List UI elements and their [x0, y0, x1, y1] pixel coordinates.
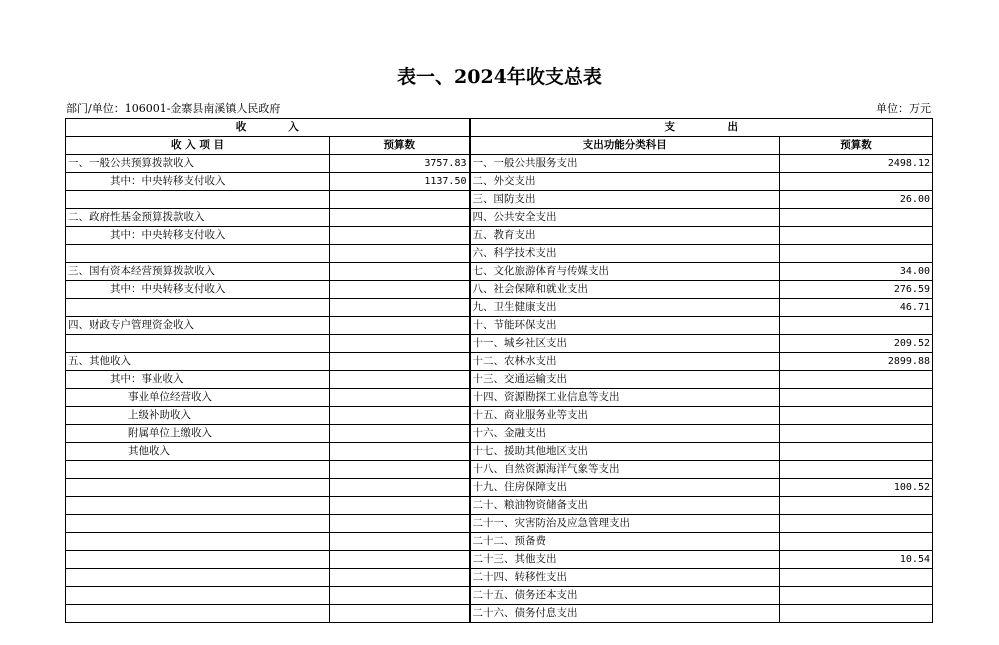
income-item-cell — [66, 569, 330, 587]
expense-item-cell: 三、国防支出 — [470, 191, 780, 209]
table-row — [66, 173, 933, 191]
income-amount-cell — [330, 317, 470, 335]
expense-amount-cell — [780, 389, 933, 407]
table-row — [66, 569, 933, 587]
income-item-cell: 一、一般公共预算拨款收入 — [66, 155, 330, 173]
expense-amount-cell — [780, 227, 933, 245]
table-row — [66, 335, 933, 353]
expense-amount-cell — [780, 443, 933, 461]
income-amount-cell — [330, 569, 470, 587]
expense-amount-cell — [780, 587, 933, 605]
income-amount-cell — [330, 389, 470, 407]
income-item-cell: 其中：中央转移支付收入 — [66, 281, 330, 299]
income-amount-cell — [330, 461, 470, 479]
expense-amount-cell — [780, 461, 933, 479]
table-row — [66, 245, 933, 263]
expense-item-cell: 十八、自然资源海洋气象等支出 — [470, 461, 780, 479]
table-row — [66, 533, 933, 551]
expense-item-cell: 二十一、灾害防治及应急管理支出 — [470, 515, 780, 533]
expense-amount-cell — [780, 533, 933, 551]
table-row — [66, 407, 933, 425]
group-header-row — [66, 119, 933, 137]
income-amount-cell — [330, 533, 470, 551]
table-row — [66, 605, 933, 623]
expense-item-cell: 九、卫生健康支出 — [470, 299, 780, 317]
expense-amount-cell: 2899.88 — [780, 353, 933, 371]
income-item-cell: 上级补助收入 — [66, 407, 330, 425]
expense-item-cell: 十四、资源勘探工业信息等支出 — [470, 389, 780, 407]
income-amount-cell — [330, 497, 470, 515]
table-row — [66, 479, 933, 497]
income-amount-cell: 1137.50 — [330, 173, 470, 191]
expense-item-cell: 二十五、债务还本支出 — [470, 587, 780, 605]
expense-item-cell: 二十三、其他支出 — [470, 551, 780, 569]
expense-item-cell: 二、外交支出 — [470, 173, 780, 191]
table-row — [66, 263, 933, 281]
expense-amount-cell: 100.52 — [780, 479, 933, 497]
table-row — [66, 497, 933, 515]
income-item-cell: 三、国有资本经营预算拨款收入 — [66, 263, 330, 281]
expense-amount-cell — [780, 515, 933, 533]
income-amount-cell — [330, 515, 470, 533]
income-item-cell — [66, 497, 330, 515]
expense-item-cell: 四、公共安全支出 — [470, 209, 780, 227]
expense-item-cell: 十五、商业服务业等支出 — [470, 407, 780, 425]
expense-item-cell: 二十、粮油物资储备支出 — [470, 497, 780, 515]
expense-item-cell: 七、文化旅游体育与传媒支出 — [470, 263, 780, 281]
income-amount-cell — [330, 443, 470, 461]
income-item-cell — [66, 605, 330, 623]
expense-amount-cell — [780, 425, 933, 443]
income-amount-cell — [330, 245, 470, 263]
income-item-cell — [66, 515, 330, 533]
expense-amount-cell — [780, 173, 933, 191]
expense-item-cell: 八、社会保障和就业支出 — [470, 281, 780, 299]
income-item-cell — [66, 551, 330, 569]
income-amount-cell — [330, 227, 470, 245]
income-amount-cell — [330, 353, 470, 371]
income-item-cell: 四、财政专户管理资金收入 — [66, 317, 330, 335]
expense-item-cell: 十六、金融支出 — [470, 425, 780, 443]
expense-amount-cell — [780, 605, 933, 623]
expense-item-cell: 六、科学技术支出 — [470, 245, 780, 263]
income-budget-header: 预算数 — [330, 137, 470, 155]
income-item-cell: 其他收入 — [66, 443, 330, 461]
income-amount-cell — [330, 209, 470, 227]
table-row — [66, 587, 933, 605]
table-row — [66, 209, 933, 227]
income-amount-cell — [330, 299, 470, 317]
expense-item-cell: 十二、农林水支出 — [470, 353, 780, 371]
table-row — [66, 299, 933, 317]
expense-item-cell: 二十四、转移性支出 — [470, 569, 780, 587]
income-amount-cell — [330, 407, 470, 425]
page-title: 表一、2024年收支总表 — [397, 66, 602, 88]
income-item-header: 收 入 项 目 — [66, 137, 330, 155]
expense-item-cell: 十三、交通运输支出 — [470, 371, 780, 389]
income-item-cell — [66, 461, 330, 479]
table-row — [66, 425, 933, 443]
income-item-cell — [66, 533, 330, 551]
income-amount-cell — [330, 191, 470, 209]
expense-amount-cell — [780, 317, 933, 335]
department-label: 部门/单位：106001-金寨县南溪镇人民政府 — [66, 102, 281, 115]
table-row — [66, 281, 933, 299]
income-item-cell: 其中：中央转移支付收入 — [66, 227, 330, 245]
income-amount-cell — [330, 605, 470, 623]
expense-item-cell: 五、教育支出 — [470, 227, 780, 245]
income-item-cell: 其中：中央转移支付收入 — [66, 173, 330, 191]
income-amount-cell — [330, 263, 470, 281]
expense-amount-cell: 2498.12 — [780, 155, 933, 173]
expense-group-header: 支 出 — [470, 119, 933, 137]
table-row — [66, 389, 933, 407]
income-amount-cell — [330, 425, 470, 443]
income-amount-cell — [330, 281, 470, 299]
income-item-cell: 二、政府性基金预算拨款收入 — [66, 209, 330, 227]
income-item-cell — [66, 335, 330, 353]
expense-amount-cell: 276.59 — [780, 281, 933, 299]
income-item-cell — [66, 479, 330, 497]
expense-amount-cell: 46.71 — [780, 299, 933, 317]
expense-item-cell: 十七、援助其他地区支出 — [470, 443, 780, 461]
expense-amount-cell: 209.52 — [780, 335, 933, 353]
income-item-cell — [66, 299, 330, 317]
income-amount-cell — [330, 551, 470, 569]
income-item-cell: 五、其他收入 — [66, 353, 330, 371]
expense-amount-cell — [780, 407, 933, 425]
income-amount-cell — [330, 587, 470, 605]
expense-amount-cell: 10.54 — [780, 551, 933, 569]
expense-item-cell: 十、节能环保支出 — [470, 317, 780, 335]
income-item-cell: 其中：事业收入 — [66, 371, 330, 389]
expense-item-cell: 十一、城乡社区支出 — [470, 335, 780, 353]
income-amount-cell — [330, 479, 470, 497]
table-row — [66, 353, 933, 371]
expense-item-cell: 二十六、债务付息支出 — [470, 605, 780, 623]
expense-amount-cell: 34.00 — [780, 263, 933, 281]
table-row — [66, 227, 933, 245]
table-row — [66, 371, 933, 389]
expense-item-header: 支出功能分类科目 — [470, 137, 780, 155]
expense-amount-cell — [780, 371, 933, 389]
income-item-cell — [66, 587, 330, 605]
table-row — [66, 443, 933, 461]
income-amount-cell: 3757.83 — [330, 155, 470, 173]
expense-amount-cell — [780, 497, 933, 515]
income-item-cell: 事业单位经营收入 — [66, 389, 330, 407]
table-row — [66, 191, 933, 209]
expense-item-cell: 一、一般公共服务支出 — [470, 155, 780, 173]
income-group-header: 收 入 — [66, 119, 470, 137]
table-row — [66, 461, 933, 479]
budget-summary-table — [65, 118, 933, 623]
expense-amount-cell — [780, 209, 933, 227]
expense-amount-cell — [780, 569, 933, 587]
expense-item-cell: 二十二、预备费 — [470, 533, 780, 551]
table-row — [66, 155, 933, 173]
income-item-cell: 附属单位上缴收入 — [66, 425, 330, 443]
table-row — [66, 551, 933, 569]
expense-item-cell: 十九、住房保障支出 — [470, 479, 780, 497]
income-item-cell — [66, 245, 330, 263]
income-item-cell — [66, 191, 330, 209]
expense-budget-header: 预算数 — [780, 137, 933, 155]
income-amount-cell — [330, 371, 470, 389]
table-row — [66, 515, 933, 533]
column-header-row — [66, 137, 933, 155]
income-amount-cell — [330, 335, 470, 353]
table-row — [66, 317, 933, 335]
unit-label: 单位：万元 — [876, 102, 931, 115]
expense-amount-cell: 26.00 — [780, 191, 933, 209]
expense-amount-cell — [780, 245, 933, 263]
